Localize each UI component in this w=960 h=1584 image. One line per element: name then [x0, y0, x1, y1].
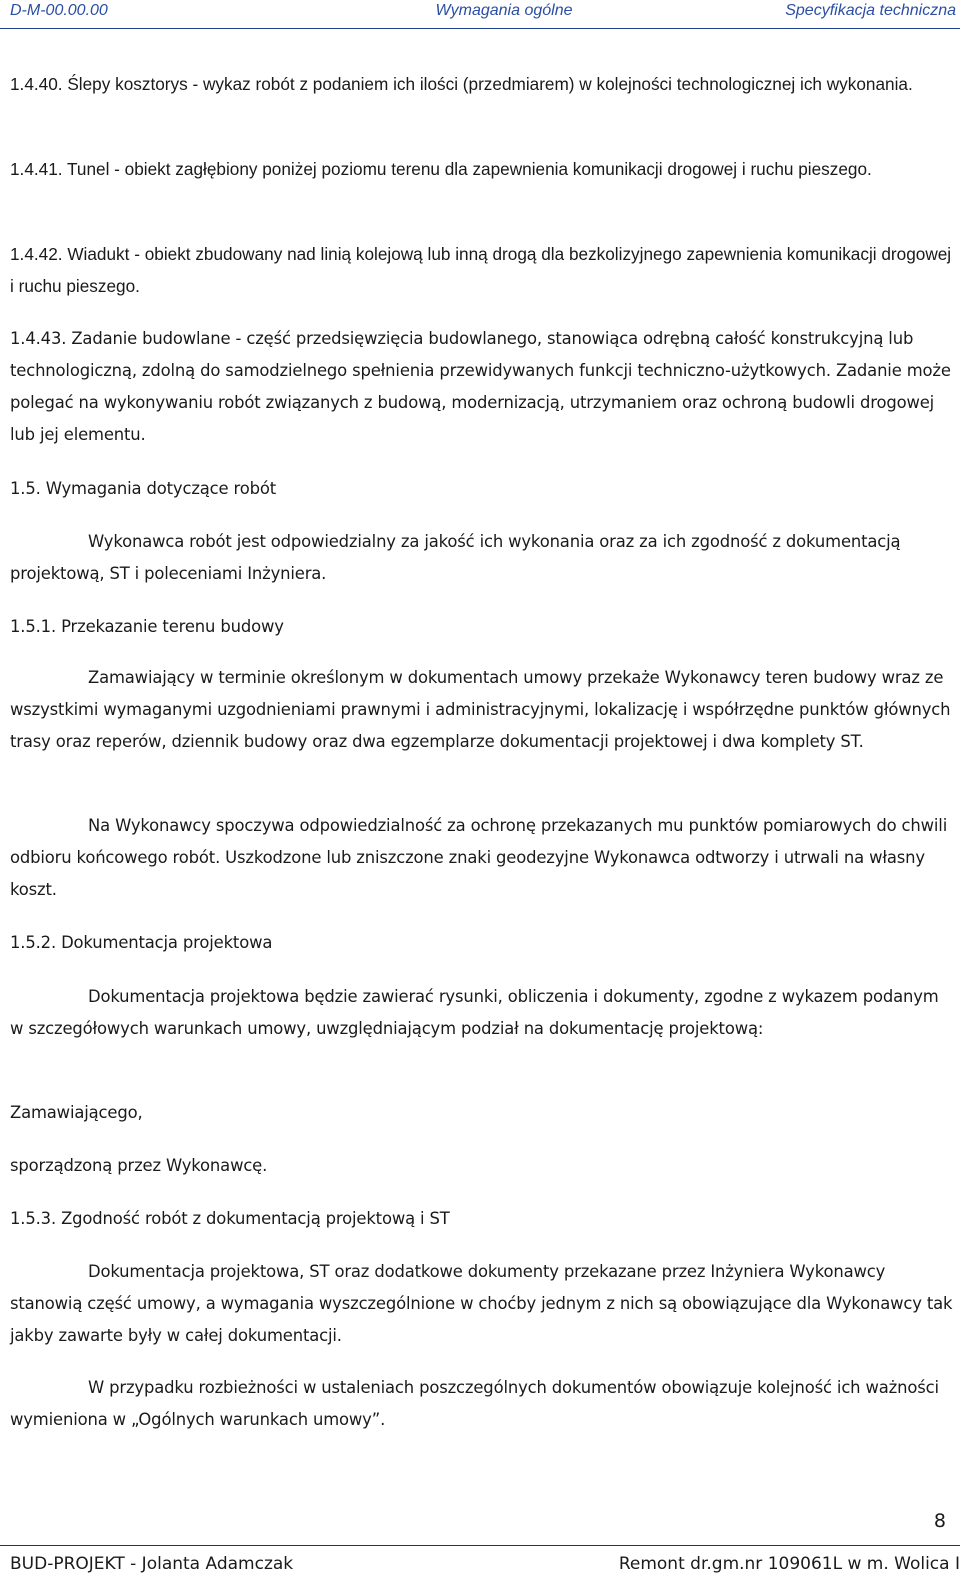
paragraph-1-5-3-b: W przypadku rozbieżności w ustaleniach poszczególnych dokumentów obowiązuje kolejność ich ważności wymieniona w „Ogólnych warunkach umowy”. — [10, 1378, 939, 1429]
header-code: D-M-00.00.00 — [10, 2, 108, 19]
header-doc-type: Specyfikacja techniczna — [785, 2, 956, 19]
paragraph-1-5-3-a: Dokumentacja projektowa, ST oraz dodatkowe dokumenty przekazane przez Inżyniera Wykonawcy stanowią część umowy, a wymagania wyszczególnione w choćby jednym z nich są obowiązujące dla Wykonawcy tak jakby zawarte były w całej dokumentacji. — [10, 1262, 953, 1345]
definition-1-4-41: 1.4.41. Tunel - obiekt zagłębiony poniżej poziomu terenu dla zapewnienia komunikacji drogowej i ruchu pieszego. — [10, 159, 872, 179]
list-item-wykonawca: sporządzoną przez Wykonawcę. — [10, 1156, 268, 1175]
page-header — [0, 0, 960, 29]
paragraph-1-5-2: Dokumentacja projektowa będzie zawierać rysunki, obliczenia i dokumenty, zgodne z wykazem podanym w szczegółowych warunkach umowy, uwzględniającym podział na dokumentację projektową: — [10, 987, 939, 1038]
paragraph-1-5-1-b: Na Wykonawcy spoczywa odpowiedzialność za ochronę przekazanych mu punktów pomiarowych do chwili odbioru końcowego robót. Uszkodzone lub zniszczone znaki geodezyjne Wykonawca odtworzy i utrwali na własny koszt. — [10, 816, 948, 899]
footer-project: Remont dr.gm.nr 109061L w m. Wolica I — [618, 1554, 960, 1574]
page-footer — [0, 1545, 960, 1584]
section-heading-1-5-3: 1.5.3. Zgodność robót z dokumentacją projektową i ST — [10, 1209, 450, 1228]
header-title: Wymagania ogólne — [435, 2, 573, 19]
page-number: 8 — [933, 1510, 946, 1532]
paragraph-1-5-1-a: Zamawiający w terminie określonym w dokumentach umowy przekaże Wykonawcy teren budowy wraz ze wszystkimi wymaganymi uzgodnieniami prawnymi i administracyjnymi, lokalizację i współrzędne punktów głównych trasy oraz reperów, dziennik budowy oraz dwa egzemplarze dokumentacji projektowej i dwa komplety ST. — [10, 668, 951, 751]
section-heading-1-5: 1.5. Wymagania dotyczące robót — [10, 479, 277, 498]
section-heading-1-5-1: 1.5.1. Przekazanie terenu budowy — [10, 617, 284, 636]
definition-1-4-43: 1.4.43. Zadanie budowlane - część przedsięwzięcia budowlanego, stanowiąca odrębną całość konstrukcyjną lub technologiczną, zdolną do samodzielnego spełnienia przewidywanych funkcji techniczno-użytkowych. Zadanie może polegać na wykonywaniu robót związanych z budową, modernizacją, utrzymaniem oraz ochroną budowli drogowej lub jej elementu. — [10, 329, 951, 444]
definition-1-4-42: 1.4.42. Wiadukt - obiekt zbudowany nad linią kolejową lub inną drogą dla bezkolizyjnego zapewnienia komunikacji drogowej i ruchu pieszego. — [10, 244, 952, 296]
footer-company: BUD-PROJEKT - Jolanta Adamczak — [10, 1554, 294, 1574]
paragraph-1-5: Wykonawca robót jest odpowiedzialny za jakość ich wykonania oraz za ich zgodność z dokumentacją projektową, ST i poleceniami Inżyniera. — [10, 532, 901, 583]
list-item-zamawiajacego: Zamawiającego, — [10, 1103, 143, 1122]
section-heading-1-5-2: 1.5.2. Dokumentacja projektowa — [10, 933, 273, 952]
definition-1-4-40: 1.4.40. Ślepy kosztorys - wykaz robót z podaniem ich ilości (przedmiarem) w kolejności technologicznej ich wykonania. — [10, 74, 913, 94]
